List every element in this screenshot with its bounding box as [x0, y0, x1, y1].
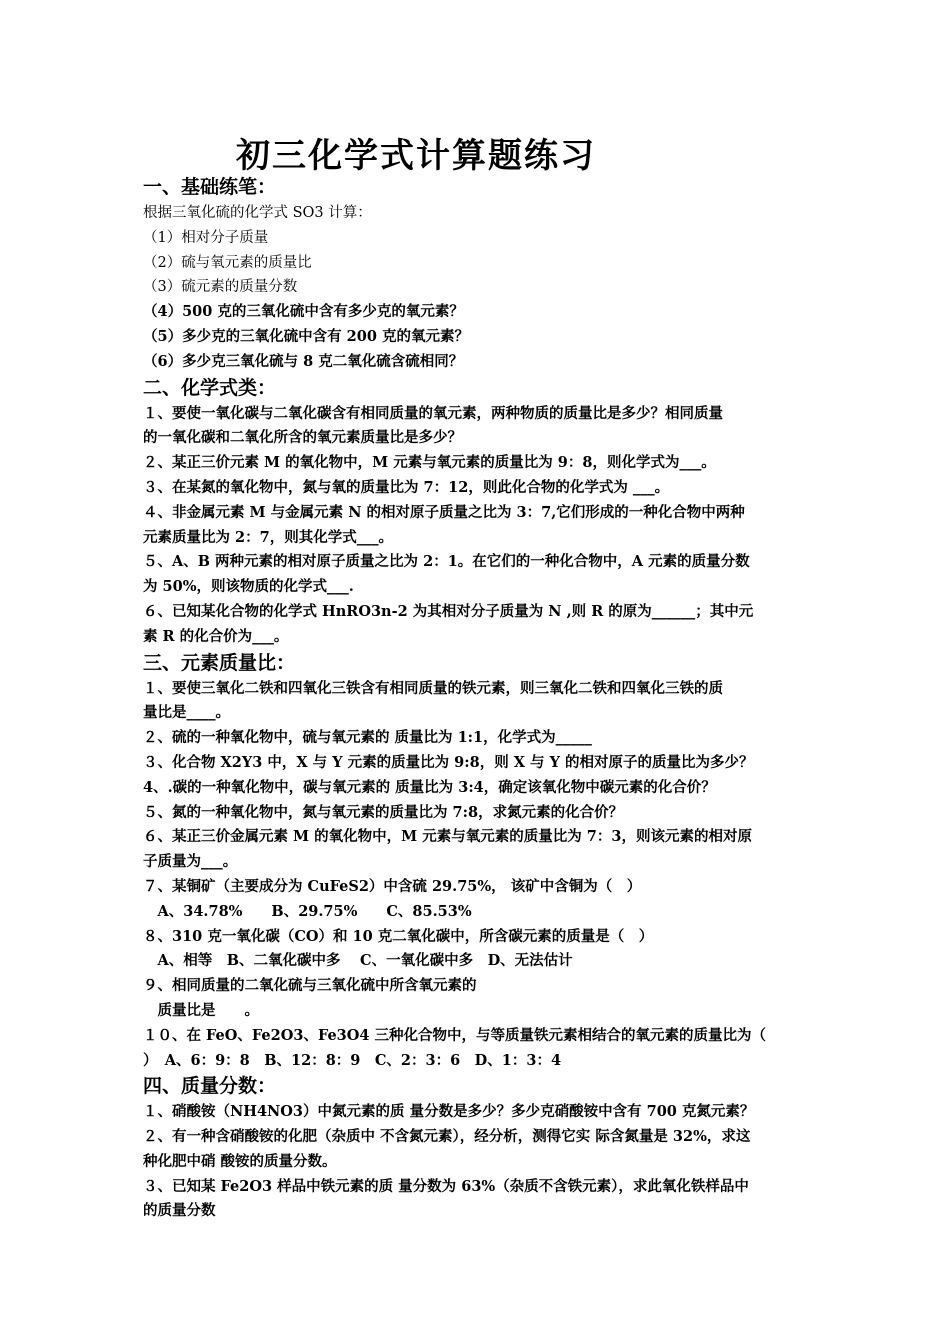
section-heading: 二、化学式类： [143, 376, 277, 399]
question-line: （1）相对分子质量 [143, 229, 269, 246]
section-heading: 一、基础练笔： [143, 176, 277, 198]
question-line: 为 50%，则该物质的化学式___. [143, 578, 354, 596]
answer-options: ） A、6：9：8 B、12：8：9 C、2：3：6 D、1：3：4 [143, 1051, 562, 1069]
question-line: ９、相同质量的二氧化硫与三氧化硫中所含氧元素的 [143, 977, 477, 995]
question-line: （3）硫元素的质量分数 [143, 279, 298, 296]
question-line: ３、化合物 X2Y3 中，X 与 Y 元素的质量比为 9:8，则 X 与 Y 的相对原子的质量比为多少？ [143, 753, 754, 771]
question-line: ８、310 克一氧化碳（CO）和 10 克二氧化碳中，所含碳元素的质量是（ ） [143, 927, 654, 945]
question-line: 种化肥中硝 酸铵的质量分数。 [143, 1152, 337, 1170]
question-line: （4）500 克的三氧化硫中含有多少克的氧元素？ [143, 303, 464, 321]
question-line: ５、氮的一种氧化物中，氮与氧元素的质量比为 7:8，求氮元素的化合价？ [143, 803, 624, 821]
section-basic-practice [143, 174, 811, 375]
question-line: 子质量为___。 [143, 853, 238, 871]
question-line: 量比是____。 [143, 704, 230, 722]
question-line: ４、非金属元素 M 与金属元素 N 的相对原子质量之比为 3：7,它们形成的一种化合物中两种 [143, 503, 745, 521]
question-line: 的质量分数 [143, 1202, 216, 1220]
question-line: ２、硫的一种氧化物中，硫与氧元素的 质量比为 1:1，化学式为_____ [143, 729, 592, 747]
question-line: 根据三氧化硫的化学式 SO3 计算： [143, 205, 372, 221]
question-line: ５、A、B 两种元素的相对原子质量之比为 2：1。在它们的一种化合物中，A 元素的质量分数 [143, 553, 750, 571]
question-line: ３、已知某 Fe2O3 样品中铁元素的质 量分数为 63%（杂质不含铁元素），求此氧化铁样品中 [143, 1177, 749, 1195]
question-line: １０、在 FeO、Fe2O3、Fe3O4 三种化合物中，与等质量铁元素相结合的氧元素的质量比为（ [143, 1026, 767, 1044]
question-line: 质量比是 。 [143, 1001, 259, 1019]
question-line: 4、.碳的一种氧化物中，碳与氧元素的 质量比为 3:4，确定该氧化物中碳元素的化合价？ [143, 778, 716, 796]
question-line: ２、某正三价元素 M 的氧化物中，M 元素与氧元素的质量比为 9：8，则化学式为___。 [143, 454, 716, 472]
section-heading: 三、元素质量比： [143, 651, 296, 674]
page-title: 初三化学式计算题练习 [236, 136, 596, 176]
question-line: ７、某铜矿（主要成分为 CuFeS2）中含硫 29.75%， 该矿中含铜为（ ） [143, 877, 642, 895]
section-chemical-formula [143, 375, 811, 650]
question-line: １、硝酸铵（NH4NO3）中氮元素的质 量分数是多少？多少克硝酸铵中含有 700 克氮元素？ [143, 1103, 755, 1121]
question-line: １、要使一氧化碳与二氧化碳含有相同质量的氧元素，两种物质的质量比是多少？相同质量 [143, 404, 723, 422]
question-line: ２、有一种含硝酸铵的化肥（杂质中 不含氮元素），经分析，测得它实 际含氮量是 32%，求这 [143, 1128, 751, 1146]
question-line: （2）硫与氧元素的质量比 [143, 254, 312, 271]
question-line: 的一氧化碳和二氧化所含的氧元素质量比是多少？ [143, 429, 462, 447]
question-line: １、要使三氧化二铁和四氧化三铁含有相同质量的铁元素，则三氧化二铁和四氧化三铁的质 [143, 679, 723, 697]
question-line: ３、在某氮的氧化物中，氮与氧的质量比为 7：12，则此化合物的化学式为 ___。 [143, 478, 670, 496]
section-mass-fraction [143, 1073, 811, 1224]
section-element-mass-ratio [143, 650, 811, 1074]
question-line: ６、已知某化合物的化学式 HnRO3n-2 为其相对分子质量为 N ,则 R 的原为______；其中元 [143, 602, 754, 620]
answer-options: A、相等 B、二氧化碳中多 C、一氧化碳中多 D、无法估计 [143, 952, 573, 970]
question-line: 素 R 的化合价为___。 [143, 627, 289, 645]
document-body [143, 174, 811, 1224]
section-heading: 四、质量分数： [143, 1075, 277, 1098]
answer-options: A、34.78% B、29.75% C、85.53% [143, 902, 472, 920]
question-line: （5）多少克的三氧化硫中含有 200 克的氧元素？ [143, 327, 469, 345]
question-line: （6）多少克三氧化硫与 8 克二氧化硫含硫相同？ [143, 352, 464, 370]
question-line: ６、某正三价金属元素 M 的氧化物中，M 元素与氧元素的质量比为 7：3，则该元素的相对原 [143, 828, 752, 846]
question-line: 元素质量比为 2：7，则其化学式___。 [143, 528, 393, 546]
